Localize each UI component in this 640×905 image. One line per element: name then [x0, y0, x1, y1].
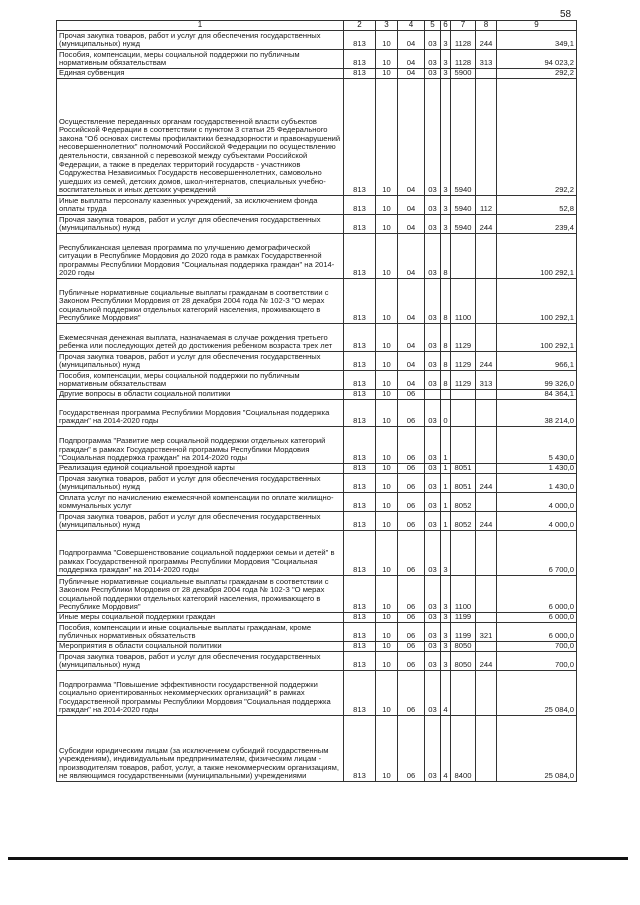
code-subprogram: 1 [441, 474, 451, 493]
code-program: 03 [425, 427, 441, 464]
code-section: 10 [376, 400, 398, 427]
code-program: 03 [425, 352, 441, 371]
code-expense-type [476, 671, 497, 716]
code-subsection: 06 [398, 576, 425, 613]
code-subprogram: 4 [441, 671, 451, 716]
bottom-rule [8, 857, 628, 860]
sum-cell: 6 000,0 [497, 623, 577, 642]
code-direction: 1199 [451, 613, 476, 623]
sum-cell: 25 084,0 [497, 671, 577, 716]
code-direction: 8050 [451, 642, 476, 652]
code-ministry: 813 [344, 234, 376, 279]
code-program: 03 [425, 512, 441, 531]
code-subprogram: 8 [441, 234, 451, 279]
code-expense-type: 244 [476, 474, 497, 493]
code-subsection: 04 [398, 69, 425, 79]
sum-cell: 4 000,0 [497, 493, 577, 512]
row-name: Государственная программа Республики Мордовия "Социальная поддержка граждан" на 2014-2020 годы [57, 400, 344, 427]
code-ministry: 813 [344, 279, 376, 324]
code-program: 03 [425, 79, 441, 196]
code-expense-type: 244 [476, 512, 497, 531]
row-name: Подпрограмма "Повышение эффективности государственной поддержки социально ориентированных некоммерческих организаций" в рамках Государственной программы Республики Мордовия "Социальная поддержка граждан" на 2014-2020 годы [57, 671, 344, 716]
code-direction [451, 390, 476, 400]
row-name: Реализация единой социальной проездной карты [57, 464, 344, 474]
code-section: 10 [376, 390, 398, 400]
code-subsection: 04 [398, 324, 425, 352]
table-row [57, 50, 577, 69]
code-expense-type: 244 [476, 352, 497, 371]
code-program: 03 [425, 623, 441, 642]
column-header: 8 [476, 21, 497, 31]
table-row [57, 79, 577, 196]
sum-cell: 52,8 [497, 196, 577, 215]
column-header: 9 [497, 21, 577, 31]
table-row [57, 474, 577, 493]
sum-cell: 349,1 [497, 31, 577, 50]
code-expense-type [476, 279, 497, 324]
code-direction: 8052 [451, 512, 476, 531]
row-name: Иные меры социальной поддержки граждан [57, 613, 344, 623]
code-program: 03 [425, 464, 441, 474]
code-program: 03 [425, 671, 441, 716]
code-section: 10 [376, 623, 398, 642]
code-subprogram: 4 [441, 716, 451, 782]
code-subprogram: 3 [441, 642, 451, 652]
sum-cell: 239,4 [497, 215, 577, 234]
code-expense-type: 313 [476, 371, 497, 390]
code-ministry: 813 [344, 474, 376, 493]
code-subsection: 04 [398, 79, 425, 196]
code-subprogram: 8 [441, 371, 451, 390]
table-row [57, 671, 577, 716]
code-subsection: 06 [398, 642, 425, 652]
table-row [57, 234, 577, 279]
row-name: Прочая закупка товаров, работ и услуг для обеспечения государственных (муниципальных) нужд [57, 512, 344, 531]
code-subprogram: 3 [441, 576, 451, 613]
code-ministry: 813 [344, 427, 376, 464]
code-expense-type: 244 [476, 652, 497, 671]
code-program: 03 [425, 234, 441, 279]
code-program: 03 [425, 531, 441, 576]
code-subprogram: 1 [441, 493, 451, 512]
code-subprogram [441, 390, 451, 400]
code-section: 10 [376, 234, 398, 279]
code-ministry: 813 [344, 512, 376, 531]
code-subsection: 06 [398, 474, 425, 493]
row-name: Республиканская целевая программа по улучшению демографической ситуации в Республике Мордовия до 2020 года в рамках Государственной программы Республики Мордовия "Социальная поддержка граждан" на 2014-2020 годы [57, 234, 344, 279]
code-direction: 1100 [451, 576, 476, 613]
code-subprogram: 3 [441, 215, 451, 234]
code-ministry: 813 [344, 623, 376, 642]
code-direction: 5940 [451, 196, 476, 215]
table-row [57, 716, 577, 782]
row-name: Пособия, компенсации и иные социальные выплаты гражданам, кроме публичных нормативных обязательств [57, 623, 344, 642]
code-program: 03 [425, 642, 441, 652]
code-direction [451, 427, 476, 464]
code-subsection: 06 [398, 400, 425, 427]
code-direction: 1129 [451, 324, 476, 352]
code-expense-type: 244 [476, 215, 497, 234]
code-direction [451, 531, 476, 576]
row-name: Иные выплаты персоналу казенных учреждений, за исключением фонда оплаты труда [57, 196, 344, 215]
code-subprogram: 8 [441, 324, 451, 352]
code-expense-type [476, 390, 497, 400]
code-section: 10 [376, 464, 398, 474]
table-row [57, 69, 577, 79]
code-subsection: 06 [398, 716, 425, 782]
table-row [57, 400, 577, 427]
code-expense-type [476, 400, 497, 427]
sum-cell: 292,2 [497, 69, 577, 79]
code-program: 03 [425, 215, 441, 234]
code-ministry: 813 [344, 716, 376, 782]
code-ministry: 813 [344, 400, 376, 427]
row-name: Подпрограмма "Развитие мер социальной поддержки отдельных категорий граждан" в рамках Государственной программы Республики Мордовия "Социальная поддержка граждан" на 2014-2020 годы [57, 427, 344, 464]
sum-cell: 6 700,0 [497, 531, 577, 576]
table-row [57, 576, 577, 613]
code-subprogram: 0 [441, 400, 451, 427]
code-section: 10 [376, 69, 398, 79]
code-ministry: 813 [344, 613, 376, 623]
code-section: 10 [376, 31, 398, 50]
code-program: 03 [425, 716, 441, 782]
code-ministry: 813 [344, 69, 376, 79]
code-expense-type [476, 427, 497, 464]
code-ministry: 813 [344, 576, 376, 613]
row-name: Субсидии юридическим лицам (за исключением субсидий государственным учреждениям), индивидуальным предпринимателям, физическим лицам - производителям товаров, работ, услуг, а также некоммерческим организациям, не являющимся государственными (муниципальными) учреждениями [57, 716, 344, 782]
code-direction: 5900 [451, 69, 476, 79]
code-expense-type [476, 324, 497, 352]
code-ministry: 813 [344, 50, 376, 69]
row-name: Прочая закупка товаров, работ и услуг для обеспечения государственных (муниципальных) нужд [57, 352, 344, 371]
sum-cell: 966,1 [497, 352, 577, 371]
code-direction: 5940 [451, 215, 476, 234]
row-name: Ежемесячная денежная выплата, назначаемая в случае рождения третьего ребенка или последующих детей до достижения ребенком возраста трех лет [57, 324, 344, 352]
sum-cell: 84 364,1 [497, 390, 577, 400]
row-name: Прочая закупка товаров, работ и услуг для обеспечения государственных (муниципальных) нужд [57, 652, 344, 671]
row-name: Подпрограмма "Совершенствование социальной поддержки семьи и детей" в рамках Государственной программы Республики Мордовия "Социальная поддержка граждан" на 2014-2020 годы [57, 531, 344, 576]
table-row [57, 390, 577, 400]
code-section: 10 [376, 716, 398, 782]
row-name: Мероприятия в области социальной политики [57, 642, 344, 652]
code-program: 03 [425, 652, 441, 671]
code-section: 10 [376, 576, 398, 613]
code-subprogram: 3 [441, 69, 451, 79]
code-section: 10 [376, 671, 398, 716]
code-ministry: 813 [344, 371, 376, 390]
table-row [57, 215, 577, 234]
code-expense-type [476, 464, 497, 474]
table-row [57, 352, 577, 371]
code-program: 03 [425, 474, 441, 493]
table-row [57, 427, 577, 464]
code-ministry: 813 [344, 324, 376, 352]
code-program: 03 [425, 371, 441, 390]
code-program: 03 [425, 576, 441, 613]
table-row [57, 31, 577, 50]
code-expense-type [476, 234, 497, 279]
code-section: 10 [376, 531, 398, 576]
code-subsection: 06 [398, 652, 425, 671]
table-row [57, 196, 577, 215]
code-ministry: 813 [344, 79, 376, 196]
code-subsection: 06 [398, 512, 425, 531]
sum-cell: 1 430,0 [497, 474, 577, 493]
table-row [57, 642, 577, 652]
table-row [57, 371, 577, 390]
sum-cell: 292,2 [497, 79, 577, 196]
sum-cell: 38 214,0 [497, 400, 577, 427]
code-program: 03 [425, 69, 441, 79]
column-header: 2 [344, 21, 376, 31]
code-section: 10 [376, 196, 398, 215]
code-ministry: 813 [344, 671, 376, 716]
column-header: 7 [451, 21, 476, 31]
code-direction: 1128 [451, 50, 476, 69]
code-expense-type: 112 [476, 196, 497, 215]
code-expense-type [476, 79, 497, 196]
code-subsection: 06 [398, 531, 425, 576]
code-section: 10 [376, 427, 398, 464]
code-section: 10 [376, 613, 398, 623]
column-header: 4 [398, 21, 425, 31]
row-name: Другие вопросы в области социальной политики [57, 390, 344, 400]
code-subsection: 04 [398, 50, 425, 69]
code-direction: 8400 [451, 716, 476, 782]
code-ministry: 813 [344, 196, 376, 215]
sum-cell: 6 000,0 [497, 576, 577, 613]
table-row [57, 279, 577, 324]
code-ministry: 813 [344, 642, 376, 652]
code-subsection: 06 [398, 464, 425, 474]
code-expense-type: 244 [476, 31, 497, 50]
row-name: Публичные нормативные социальные выплаты гражданам в соответствии с Законом Республики Мордовия от 28 декабря 2004 года № 102-З "О мерах социальной поддержки отдельных категорий населения, проживающего в Республике Мордовия" [57, 576, 344, 613]
page-number: 58 [560, 9, 572, 20]
code-subsection: 06 [398, 427, 425, 464]
code-section: 10 [376, 79, 398, 196]
sum-cell: 99 326,0 [497, 371, 577, 390]
code-ministry: 813 [344, 652, 376, 671]
code-subsection: 04 [398, 371, 425, 390]
code-ministry: 813 [344, 464, 376, 474]
code-program: 03 [425, 279, 441, 324]
code-program: 03 [425, 324, 441, 352]
code-section: 10 [376, 352, 398, 371]
sum-cell: 6 000,0 [497, 613, 577, 623]
code-program: 03 [425, 613, 441, 623]
code-direction: 1129 [451, 371, 476, 390]
sum-cell: 100 292,1 [497, 324, 577, 352]
code-direction: 1100 [451, 279, 476, 324]
code-subsection: 04 [398, 279, 425, 324]
code-direction: 8051 [451, 464, 476, 474]
sum-cell: 25 084,0 [497, 716, 577, 782]
sum-cell: 700,0 [497, 642, 577, 652]
sum-cell: 4 000,0 [497, 512, 577, 531]
code-subprogram: 8 [441, 352, 451, 371]
code-section: 10 [376, 652, 398, 671]
table-row [57, 324, 577, 352]
row-name: Прочая закупка товаров, работ и услуг для обеспечения государственных (муниципальных) нужд [57, 474, 344, 493]
code-program: 03 [425, 50, 441, 69]
code-direction: 8050 [451, 652, 476, 671]
code-subsection: 06 [398, 493, 425, 512]
sum-cell: 100 292,1 [497, 234, 577, 279]
table-row [57, 613, 577, 623]
row-name: Прочая закупка товаров, работ и услуг для обеспечения государственных (муниципальных) нужд [57, 31, 344, 50]
column-header: 6 [441, 21, 451, 31]
code-section: 10 [376, 279, 398, 324]
code-subprogram: 3 [441, 623, 451, 642]
code-subprogram: 3 [441, 50, 451, 69]
code-ministry: 813 [344, 531, 376, 576]
code-subprogram: 3 [441, 196, 451, 215]
code-section: 10 [376, 642, 398, 652]
row-name: Пособия, компенсации, меры социальной поддержки по публичным нормативным обязательствам [57, 371, 344, 390]
table-row [57, 531, 577, 576]
code-program [425, 390, 441, 400]
header-row [57, 21, 577, 31]
sum-cell: 1 430,0 [497, 464, 577, 474]
row-name: Публичные нормативные социальные выплаты гражданам в соответствии с Законом Республики Мордовия от 28 декабря 2004 года № 102-З "О мерах социальной поддержки отдельных категорий населения, проживающего в Республике Мордовия" [57, 279, 344, 324]
row-name: Единая субвенция [57, 69, 344, 79]
code-subprogram: 3 [441, 531, 451, 576]
code-subsection: 06 [398, 613, 425, 623]
code-ministry: 813 [344, 31, 376, 50]
code-subprogram: 3 [441, 652, 451, 671]
code-subprogram: 3 [441, 613, 451, 623]
code-expense-type [476, 531, 497, 576]
table-row [57, 464, 577, 474]
code-direction: 1129 [451, 352, 476, 371]
code-section: 10 [376, 324, 398, 352]
code-subprogram: 8 [441, 279, 451, 324]
code-ministry: 813 [344, 493, 376, 512]
code-program: 03 [425, 31, 441, 50]
row-name: Прочая закупка товаров, работ и услуг для обеспечения государственных (муниципальных) нужд [57, 215, 344, 234]
row-name: Осуществление переданных органам государственной власти субъектов Российской Федерации в соответствии с пунктом 3 статьи 25 Федерального закона "Об основах системы профилактики безнадзорности и правонарушений несовершеннолетних" полномочий Российской Федерации по осуществлению деятельности, связанной с перевозкой между субъектами Российской Федерации, а также в пределах территорий государств - участников Содружества Независимых Государств несовершеннолетних, самовольно ушедших из семей, детских домов, школ-интернатов, специальных учебно-воспитательных и иных детских учреждений [57, 79, 344, 196]
table-row [57, 493, 577, 512]
code-subsection: 04 [398, 234, 425, 279]
sum-cell: 94 023,2 [497, 50, 577, 69]
code-section: 10 [376, 50, 398, 69]
column-header: 5 [425, 21, 441, 31]
code-section: 10 [376, 371, 398, 390]
row-name: Оплата услуг по начислению ежемесячной компенсации по оплате жилищно-коммунальных услуг [57, 493, 344, 512]
code-subsection: 06 [398, 390, 425, 400]
code-subsection: 06 [398, 671, 425, 716]
code-direction: 8052 [451, 493, 476, 512]
code-expense-type [476, 613, 497, 623]
code-direction [451, 400, 476, 427]
code-expense-type [476, 716, 497, 782]
code-expense-type [476, 642, 497, 652]
code-section: 10 [376, 215, 398, 234]
sum-cell: 5 430,0 [497, 427, 577, 464]
budget-table [56, 20, 577, 782]
sum-cell: 700,0 [497, 652, 577, 671]
table-row [57, 652, 577, 671]
table-row [57, 512, 577, 531]
column-header: 1 [57, 21, 344, 31]
code-section: 10 [376, 512, 398, 531]
code-subprogram: 1 [441, 512, 451, 531]
code-section: 10 [376, 474, 398, 493]
code-subsection: 04 [398, 215, 425, 234]
code-subsection: 06 [398, 623, 425, 642]
code-direction: 8051 [451, 474, 476, 493]
code-expense-type: 321 [476, 623, 497, 642]
code-subsection: 04 [398, 196, 425, 215]
code-direction: 1128 [451, 31, 476, 50]
code-section: 10 [376, 493, 398, 512]
code-subsection: 04 [398, 352, 425, 371]
code-subprogram: 1 [441, 464, 451, 474]
code-direction [451, 234, 476, 279]
code-expense-type [476, 493, 497, 512]
code-program: 03 [425, 493, 441, 512]
code-subprogram: 1 [441, 427, 451, 464]
code-expense-type: 313 [476, 50, 497, 69]
table-row [57, 623, 577, 642]
row-name: Пособия, компенсации, меры социальной поддержки по публичным нормативным обязательствам [57, 50, 344, 69]
code-direction [451, 671, 476, 716]
sum-cell: 100 292,1 [497, 279, 577, 324]
code-direction: 1199 [451, 623, 476, 642]
code-program: 03 [425, 400, 441, 427]
code-ministry: 813 [344, 352, 376, 371]
code-ministry: 813 [344, 215, 376, 234]
code-expense-type [476, 69, 497, 79]
code-ministry: 813 [344, 390, 376, 400]
code-subprogram: 3 [441, 79, 451, 196]
column-header: 3 [376, 21, 398, 31]
code-program: 03 [425, 196, 441, 215]
code-subprogram: 3 [441, 31, 451, 50]
code-direction: 5940 [451, 79, 476, 196]
code-expense-type [476, 576, 497, 613]
code-subsection: 04 [398, 31, 425, 50]
